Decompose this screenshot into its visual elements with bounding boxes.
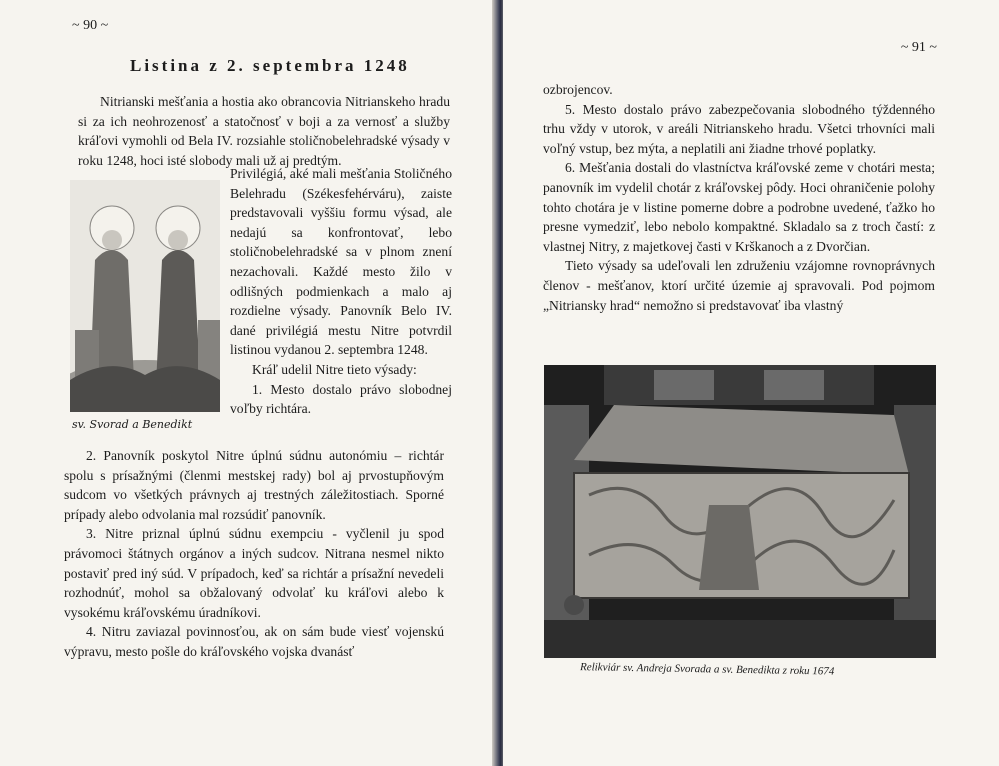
privilege-item-5: 5. Mesto dostalo právo zabezpečovania slobodného týždenného trhu vždy v utorok, v areáli Nitrianskeho hradu. Všetci trhovníci mali voľný vstup, bez mýta, a neplatili ani žiadne trhové poplatky. — [543, 101, 935, 156]
privilege-item-4: 4. Nitru zaviazal povinnosťou, ak on sám bude viesť vojenskú výpravu, mesto pošle do kráľovského vojska dvanásť — [64, 624, 444, 659]
left-lower-block — [64, 446, 444, 662]
page-number-left: ~ 90 ~ — [72, 18, 109, 33]
privileges-paragraph: Privilégiá, aké mali mešťania Stoličného Belehradu (Székesfehérváru), zaiste predstavovali vyššiu formu výsad, ale nedajú sa konfrontovať, lebo stoličnobelehradské sa v plnom znení nezachovali. Každé mesto žilo v odlišných podmienkach a malo aj rozdielne výsady. Panovník Belo IV. dané privilégiá mestu Nitre potvrdil listinou vydanou 2. septembra 1248. — [230, 166, 452, 358]
left-wrapped-text — [230, 164, 452, 419]
illustration-caption: sv. Svorad a Benedikt — [72, 418, 193, 431]
photo-caption: Relikviár sv. Andreja Svorada a sv. Benedikta z roku 1674 — [579, 661, 835, 678]
privilege-item-1: 1. Mesto dostalo právo slobodnej voľby richtára. — [230, 381, 452, 417]
right-text-block — [543, 80, 935, 315]
saints-engraving-image — [70, 180, 220, 412]
page-number-right: ~ 91 ~ — [900, 40, 937, 55]
privilege-item-3: 3. Nitre priznal úplnú súdnu exempciu - vyčlenil ju spod právomoci štátnych orgánov a iných sudcov. Nitrana nesmel nikto postaviť pred iný súd. V prípadoch, keď sa richtár a prísažní nevedeli rozhodnúť, mohol sa obžalovaný odvolať ku kráľovi alebo k vysokému kráľovskému úradníkovi. — [64, 526, 444, 620]
king-granted-paragraph: Kráľ udelil Nitre tieto výsady: — [252, 361, 417, 377]
reliquary-photo — [544, 365, 936, 658]
continuation-line: ozbrojencov. — [543, 82, 613, 97]
intro-paragraph: Nitrianski mešťania a hostia ako obrancovia Nitrianskeho hradu si za ich neohrozenosť a statočnosť v boji a za vernosť a služby kráľovi vymohli od Bela IV. rozsiahle stoličnobelehradské výsady v roku 1248, hoci isté slobody mali už aj predtým. — [78, 94, 450, 168]
privilege-item-6: 6. Mešťania dostali do vlastníctva kráľovské zeme v chotári mesta; panovník im vydelil chotár z kráľovskej pôdy. Hoci ohraničenie polohy tohto chotára je v listine pomerne dobre a podrobne uvedené, ťažko ho presne vymedziť, lebo nebolo kompaktné. Skladalo sa z troch častí: z vlastnej Nitry, z majetkovej časti v Krškanoch a z Dvorčian. — [543, 160, 935, 254]
chapter-title: Listina z 2. septembra 1248 — [130, 56, 410, 75]
left-intro-block — [78, 92, 450, 170]
privilege-item-2: 2. Panovník poskytol Nitre úplnú súdnu autonómiu – richtár spolu s prísažnými (členmi mestskej rady) bol aj prvostupňovým sudcom vo všetkých právnych aj trestných záležitostiach. Sporné prípady alebo odvolania mal rozsúdiť panovník. — [64, 448, 444, 522]
reliquary-image — [544, 365, 936, 658]
saints-illustration — [70, 180, 220, 431]
summary-paragraph: Tieto výsady sa udeľovali len združeniu vzájomne rovnoprávnych členov - mešťanov, ktorí určité územie aj spravovali. Pod pojmom „Nitriansky hrad“ nemožno si predstavovať iba vlastný — [543, 258, 935, 313]
